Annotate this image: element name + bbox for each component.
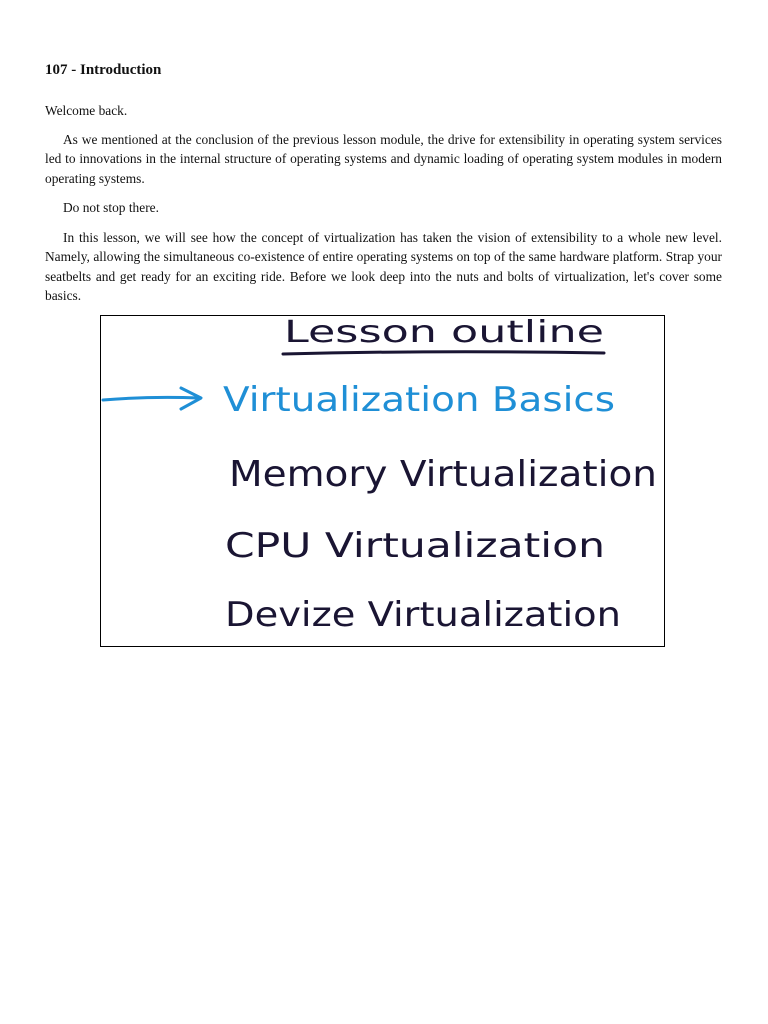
- outline-item-memory-virtualization: Memory Virtualization: [229, 454, 657, 495]
- outline-item-device-virtualization: Devize Virtualization: [225, 595, 621, 635]
- figure-title: Lesson outline: [284, 316, 604, 350]
- paragraph-lesson-overview: In this lesson, we will see how the concept of virtualization has taken the vision of extensibility to a whole new level. Namely, allowing the simultaneous co-existence of entire operating systems on top of the same hardware platform. Strap your seatbelts and get ready for an exciting ride. Before we look deep into the nuts and bolts of virtualization, let's cover some basics.: [45, 230, 722, 304]
- paragraph-previous-module: As we mentioned at the conclusion of the previous lesson module, the drive for extensibility in operating system services led to innovations in the internal structure of operating systems and dynamic loading of operating system modules in modern operating systems.: [45, 132, 722, 186]
- paragraph-do-not-stop: Do not stop there.: [63, 200, 159, 215]
- outline-item-cpu-virtualization: CPU Virtualization: [225, 526, 605, 566]
- title-underline: [283, 352, 604, 354]
- section-heading: 107 - Introduction: [45, 62, 162, 78]
- paragraph-welcome: Welcome back.: [45, 103, 128, 118]
- arrow-right-icon: [103, 388, 201, 409]
- outline-item-virtualization-basics: Virtualization Basics: [223, 380, 615, 420]
- lesson-outline-drawing: [101, 316, 665, 647]
- lesson-outline-figure: [100, 315, 665, 647]
